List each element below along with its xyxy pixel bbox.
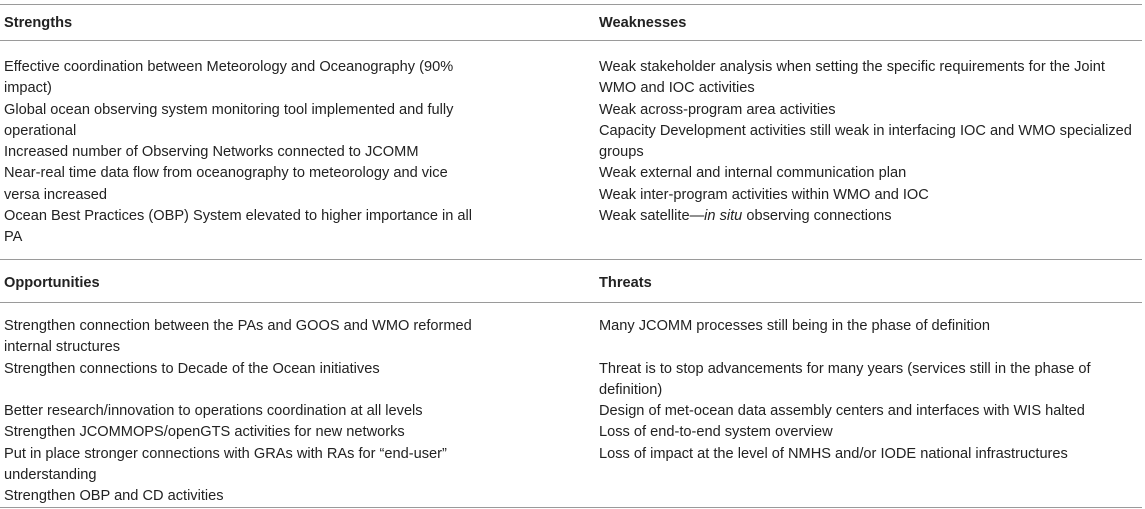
threats-list <box>599 316 1139 465</box>
list-item: Strengthen connections to Decade of the Ocean initiatives <box>4 360 380 377</box>
list-item: Weak stakeholder analysis when setting the specific requirements for the Joint WMO and IOC activities <box>599 59 1105 97</box>
list-item: Ocean Best Practices (OBP) System elevated to higher importance in all PA <box>4 208 473 246</box>
list-item: Weak across-program area activities <box>599 101 836 118</box>
opportunities-heading: Opportunities <box>4 275 100 291</box>
list-item: Put in place stronger connections with GRAs with RAs for “end-user” understanding <box>4 445 447 484</box>
list-item: Strengthen OBP and CD activities <box>4 488 224 505</box>
section-divider-rule <box>0 259 1142 260</box>
strengths-heading: Strengths <box>4 15 73 31</box>
list-item: Effective coordination between Meteorology and Oceanography (90% impact) <box>4 59 454 97</box>
list-item: Loss of end-to-end system overview <box>599 424 833 441</box>
list-item: Strengthen JCOMMOPS/openGTS activities for new networks <box>4 424 405 441</box>
list-item: Many JCOMM processes still being in the phase of definition <box>599 318 990 334</box>
list-item: Strengthen connection between the PAs and GOOS and WMO reformed internal structures <box>4 318 472 356</box>
list-item: Increased number of Observing Networks connected to JCOMM <box>4 144 419 161</box>
list-item: Weak external and internal communication plan <box>599 165 907 182</box>
strengths-list <box>4 57 484 249</box>
table-top-rule <box>0 4 1142 5</box>
list-item: Threat is to stop advancements for many years (services still in the phase of definition) <box>599 360 1091 398</box>
weaknesses-heading: Weaknesses <box>599 15 687 31</box>
weaknesses-list <box>599 57 1139 227</box>
header-rule-opportunities-threats <box>0 302 1142 303</box>
list-item: Design of met-ocean data assembly centers and interfaces with WIS halted <box>599 403 1085 420</box>
list-item: Capacity Development activities still weak in interfacing IOC and WMO specialized groups <box>599 122 1132 161</box>
opportunities-list <box>4 316 484 508</box>
list-item: Weak inter-program activities within WMO and IOC <box>599 186 929 203</box>
satellite-item-suffix: observing connections <box>742 208 892 225</box>
satellite-item-prefix: Weak satellite— <box>599 208 705 225</box>
header-rule-strengths-weaknesses <box>0 40 1142 41</box>
list-item: Better research/innovation to operations coordination at all levels <box>4 403 423 420</box>
list-item: Near-real time data flow from oceanography to meteorology and vice versa increased <box>4 165 448 203</box>
list-item: Global ocean observing system monitoring tool implemented and fully operational <box>4 101 454 139</box>
list-item: Loss of impact at the level of NMHS and/or IODE national infrastructures <box>599 445 1068 462</box>
list-item <box>599 206 1139 227</box>
satellite-item-italic: in situ <box>704 208 743 225</box>
threats-heading: Threats <box>599 275 652 291</box>
